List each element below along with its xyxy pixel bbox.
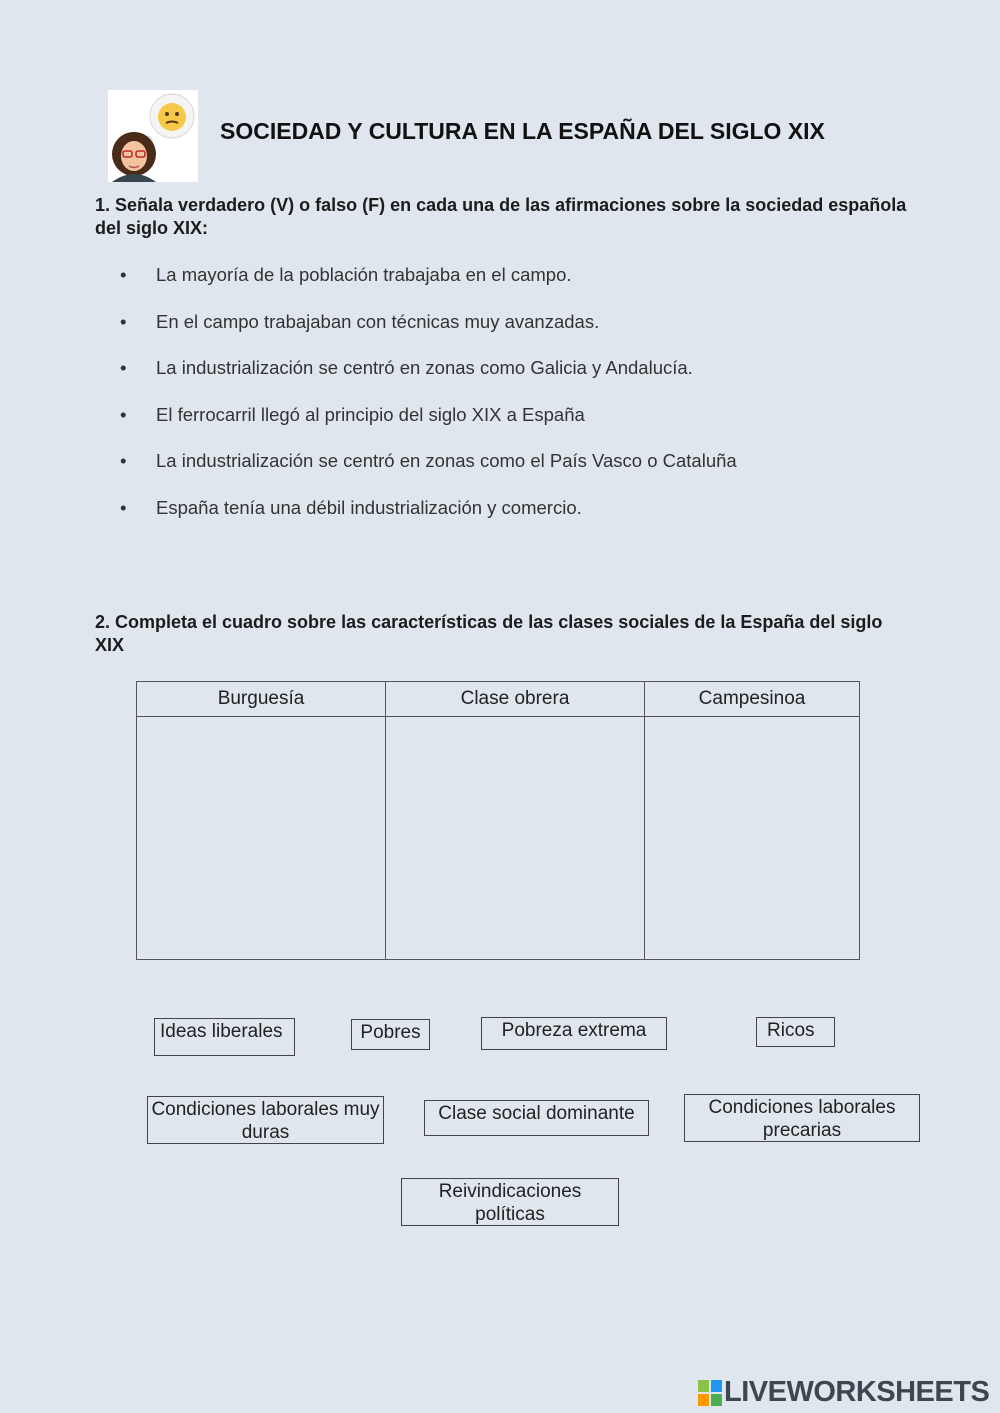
statement-text: La mayoría de la población trabajaba en el campo.	[156, 264, 572, 285]
chip-reivindicaciones-politicas[interactable]: Reivindicaciones políticas	[401, 1178, 619, 1226]
brand-name[interactable]: LIVEWORKSHEETS	[724, 1376, 990, 1408]
bullet-icon: •	[120, 310, 127, 332]
list-item[interactable]	[120, 402, 920, 449]
drop-zone-burguesia[interactable]	[137, 717, 386, 960]
statement-text: La industrialización se centró en zonas como el País Vasco o Cataluña	[156, 450, 737, 471]
avatar	[108, 90, 198, 182]
list-item[interactable]	[120, 448, 920, 495]
list-item[interactable]	[120, 262, 920, 309]
liveworksheets-logo-icon	[698, 1380, 722, 1406]
column-header-clase-obrera: Clase obrera	[386, 682, 645, 717]
question-2-prompt: 2. Completa el cuadro sobre las características de las clases sociales de la España del siglo XIX	[95, 612, 883, 655]
chip-ricos[interactable]: Ricos	[756, 1017, 835, 1047]
statement-text: España tenía una débil industrialización y comercio.	[156, 496, 582, 518]
chip-pobres[interactable]: Pobres	[351, 1019, 430, 1050]
list-item[interactable]	[120, 309, 920, 356]
bullet-icon: •	[120, 450, 127, 471]
chip-ideas-liberales[interactable]: Ideas liberales	[154, 1018, 295, 1056]
bullet-icon: •	[120, 403, 127, 425]
page-title: SOCIEDAD Y CULTURA EN LA ESPAÑA DEL SIGLO XIX	[220, 118, 825, 144]
chip-condiciones-muy-duras[interactable]: Condiciones laborales muy duras	[147, 1096, 384, 1144]
question-1-prompt: 1. Señala verdadero (V) o falso (F) en cada una de las afirmaciones sobre la sociedad española del siglo XIX:	[95, 195, 907, 238]
bullet-icon: •	[120, 264, 127, 285]
bullet-icon: •	[120, 496, 127, 518]
statement-text: El ferrocarril llegó al principio del siglo XIX a España	[156, 403, 585, 425]
chip-pobreza-extrema[interactable]: Pobreza extrema	[481, 1017, 667, 1050]
list-item[interactable]	[120, 495, 920, 542]
chip-clase-social-dominante[interactable]: Clase social dominante	[424, 1100, 649, 1136]
drop-zone-campesinado[interactable]	[645, 717, 860, 960]
statement-text: En el campo trabajaban con técnicas muy avanzadas.	[156, 310, 600, 332]
statement-list	[120, 262, 920, 541]
social-classes-table	[136, 681, 860, 960]
bullet-icon: •	[120, 357, 127, 378]
column-header-campesinado: Campesinoa	[645, 682, 860, 717]
chip-condiciones-precarias[interactable]: Condiciones laborales precarias	[684, 1094, 920, 1142]
drop-zone-clase-obrera[interactable]	[386, 717, 645, 960]
teacher-thinking-avatar-icon	[108, 90, 198, 182]
statement-text: La industrialización se centró en zonas como Galicia y Andalucía.	[156, 357, 693, 378]
column-header-burguesia: Burguesía	[137, 682, 386, 717]
list-item[interactable]	[120, 355, 920, 402]
